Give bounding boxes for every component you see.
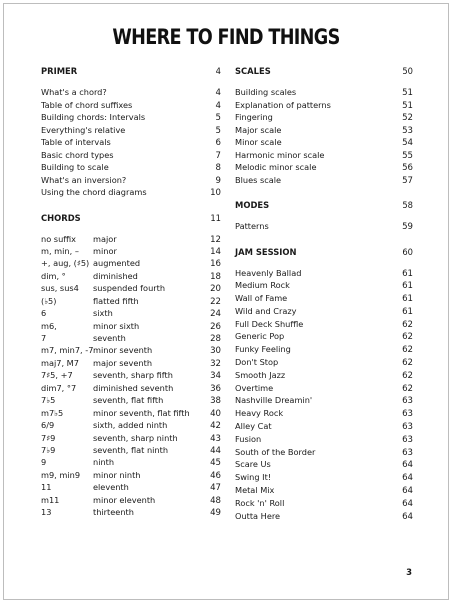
chord-symbol: 6/9	[41, 420, 55, 431]
entry-page: 57	[402, 175, 413, 186]
primer-entry	[41, 124, 221, 137]
chord-symbol: m7, min7, -7	[41, 345, 94, 356]
entry-page: 53	[402, 125, 413, 136]
chord-name: seventh, flat fifth	[93, 395, 164, 406]
chord-page: 42	[210, 421, 221, 432]
chord-entry	[41, 332, 221, 344]
entry-label: Using the chord diagrams	[41, 187, 147, 197]
chord-name: suspended fourth	[93, 283, 166, 294]
chord-page: 32	[210, 358, 221, 369]
chord-name: sixth	[93, 308, 113, 319]
entry-page: 52	[402, 113, 413, 123]
scales-section	[235, 66, 413, 186]
entry-label: Everything's relative	[41, 124, 126, 135]
page-title: WHERE TO FIND THINGS	[112, 25, 340, 49]
primer-entry	[41, 161, 221, 174]
primer-heading	[41, 66, 221, 80]
chord-page: 30	[210, 346, 221, 357]
entry-label: Alley Cat	[235, 421, 272, 432]
entry-page: 54	[402, 138, 413, 148]
scales-entry	[235, 124, 413, 137]
chord-page: 18	[210, 271, 221, 282]
entry-page: 51	[402, 100, 413, 111]
chord-symbol: 11	[41, 482, 52, 493]
entry-label: Smooth Jazz	[235, 369, 286, 380]
scales-list	[235, 86, 413, 186]
modes-section	[235, 200, 413, 233]
chord-symbol: 7♭9	[41, 444, 56, 455]
primer-entry	[41, 186, 221, 199]
entry-label: Rock 'n' Roll	[235, 497, 285, 508]
entry-label: Generic Pop	[235, 331, 285, 342]
chord-page: 20	[210, 284, 221, 295]
chord-name: seventh, flat ninth	[93, 444, 169, 455]
chord-entry	[41, 257, 221, 269]
chord-entry	[41, 469, 221, 481]
chord-page: 43	[210, 433, 221, 444]
jam-session-heading	[235, 247, 413, 261]
entry-page: 61	[402, 281, 413, 292]
entry-page: 9	[215, 175, 221, 186]
scales-entry	[235, 111, 413, 124]
chord-entry	[41, 245, 221, 257]
entry-page: 59	[402, 222, 413, 232]
chord-entry	[41, 506, 221, 518]
primer-section	[41, 66, 221, 199]
entry-label: South of the Border	[235, 446, 316, 457]
section-page: 58	[402, 200, 413, 210]
entry-page: 4	[215, 100, 221, 111]
chord-entry	[41, 295, 221, 307]
modes-list	[235, 220, 413, 233]
chord-symbol: 6	[41, 308, 47, 319]
entry-label: Wall of Fame	[235, 293, 288, 304]
chord-name: major seventh	[93, 357, 153, 368]
entry-page: 7	[215, 150, 221, 161]
scales-entry	[235, 99, 413, 112]
scales-entry	[235, 149, 413, 162]
jam-session-entry	[235, 369, 413, 382]
entry-label: Harmonic minor scale	[235, 149, 325, 160]
entry-label: Building to scale	[41, 162, 109, 172]
primer-entry	[41, 149, 221, 162]
chord-page: 46	[210, 470, 221, 481]
entry-page: 63	[402, 447, 413, 458]
primer-entry	[41, 99, 221, 112]
entry-page: 63	[402, 422, 413, 433]
chord-name: minor seventh, flat fifth	[93, 407, 190, 418]
jam-session-entry	[235, 267, 413, 280]
modes-entry	[235, 220, 413, 233]
chord-symbol: m7♭5	[41, 407, 64, 418]
entry-label: Blues scale	[235, 174, 282, 185]
jam-session-entry	[235, 394, 413, 407]
section-title: PRIMER	[41, 66, 78, 76]
jam-session-entry	[235, 471, 413, 484]
chord-name: seventh, sharp ninth	[93, 432, 178, 443]
entry-page: 61	[402, 306, 413, 317]
chord-entry	[41, 407, 221, 419]
entry-label: Table of chord suffixes	[41, 99, 133, 110]
chord-symbol: dim, °	[41, 270, 66, 281]
entry-page: 4	[215, 88, 221, 98]
chord-entry	[41, 432, 221, 444]
chord-page: 26	[210, 321, 221, 332]
entry-label: Melodic minor scale	[235, 162, 317, 172]
entry-label: Funky Feeling	[235, 344, 291, 355]
entry-page: 63	[402, 434, 413, 445]
entry-page: 64	[402, 460, 413, 471]
chord-symbol: m, min, –	[41, 245, 79, 256]
chord-symbol: 13	[41, 507, 52, 518]
entry-label: Don't Stop	[235, 357, 279, 368]
entry-page: 62	[402, 332, 413, 343]
chord-entry	[41, 481, 221, 493]
entry-page: 64	[402, 498, 413, 509]
section-page: 4	[215, 66, 221, 76]
jam-session-entry	[235, 292, 413, 305]
entry-page: 62	[402, 358, 413, 369]
entry-page: 55	[402, 150, 413, 161]
jam-session-entry	[235, 510, 413, 523]
entry-label: Outta Here	[235, 510, 281, 521]
chord-symbol: no suffix	[41, 233, 77, 244]
entry-page: 63	[402, 409, 413, 420]
primer-list	[41, 86, 221, 199]
chord-symbol: m9, min9	[41, 469, 81, 480]
chord-name: diminished seventh	[93, 382, 174, 393]
chord-page: 44	[210, 445, 221, 456]
primer-entry	[41, 174, 221, 187]
chord-page: 47	[210, 483, 221, 494]
section-title: JAM SESSION	[235, 246, 297, 257]
jam-session-entry	[235, 407, 413, 420]
section-title: CHORDS	[41, 212, 81, 223]
entry-label: Full Deck Shuffle	[235, 318, 304, 329]
chord-entry	[41, 494, 221, 506]
modes-heading	[235, 200, 413, 214]
chord-name: minor eleventh	[93, 494, 156, 505]
chord-symbol: +, aug, (♯5)	[41, 258, 90, 269]
entry-page: 6	[215, 138, 221, 148]
chord-entry	[41, 382, 221, 394]
chord-name: sixth, added ninth	[93, 420, 168, 431]
jam-session-entry	[235, 446, 413, 459]
chords-heading	[41, 213, 221, 227]
entry-page: 63	[402, 396, 413, 407]
entry-label: Basic chord types	[41, 149, 114, 160]
chords-list	[41, 233, 221, 519]
jam-session-list	[235, 267, 413, 523]
chord-name: major	[93, 233, 117, 244]
chord-entry	[41, 270, 221, 282]
entry-page: 62	[402, 345, 413, 356]
entry-page: 62	[402, 370, 413, 381]
chord-entry	[41, 233, 221, 245]
section-title: SCALES	[235, 66, 271, 76]
entry-label: Swing It!	[235, 472, 272, 483]
section-title: MODES	[235, 200, 270, 210]
chords-section	[41, 213, 221, 519]
chord-page: 12	[210, 234, 221, 245]
chord-name: flatted fifth	[93, 295, 139, 306]
right-column	[235, 66, 413, 536]
page	[3, 3, 449, 600]
chord-page: 22	[210, 296, 221, 307]
chord-symbol: (♭5)	[41, 295, 57, 306]
chord-entry	[41, 357, 221, 369]
chord-name: thirteenth	[93, 507, 134, 518]
section-page: 60	[402, 246, 413, 257]
entry-page: 64	[402, 511, 413, 522]
chord-symbol: m11	[41, 494, 60, 505]
jam-session-section	[235, 247, 413, 523]
jam-session-entry	[235, 356, 413, 369]
entry-label: What's a chord?	[41, 87, 107, 97]
jam-session-entry	[235, 330, 413, 343]
entry-label: Major scale	[235, 124, 282, 135]
chord-name: minor sixth	[93, 320, 140, 331]
chord-name: augmented	[93, 258, 141, 269]
chord-entry	[41, 419, 221, 431]
chord-entry	[41, 394, 221, 406]
entry-label: Medium Rock	[235, 280, 290, 291]
chord-page: 45	[210, 458, 221, 469]
section-page: 11	[210, 212, 221, 223]
entry-label: Building chords: Intervals	[41, 112, 146, 122]
entry-label: Heavy Rock	[235, 408, 284, 419]
chord-page: 38	[210, 396, 221, 407]
chord-entry	[41, 344, 221, 356]
chord-entry	[41, 444, 221, 456]
scales-heading	[235, 66, 413, 80]
entry-page: 61	[402, 268, 413, 279]
jam-session-entry	[235, 305, 413, 318]
scales-entry	[235, 174, 413, 187]
chord-page: 48	[210, 495, 221, 506]
jam-session-entry	[235, 484, 413, 497]
entry-page: 51	[402, 88, 413, 98]
chord-page: 34	[210, 371, 221, 382]
jam-session-entry	[235, 382, 413, 395]
chord-page: 28	[210, 334, 221, 344]
jam-session-entry	[235, 420, 413, 433]
scales-entry	[235, 136, 413, 149]
chord-page: 36	[210, 383, 221, 394]
scales-entry	[235, 161, 413, 174]
chord-name: minor seventh	[93, 345, 153, 356]
primer-entry	[41, 86, 221, 99]
chord-name: ninth	[93, 457, 115, 468]
jam-session-entry	[235, 433, 413, 446]
entry-label: Patterns	[235, 221, 269, 231]
primer-entry	[41, 136, 221, 149]
chord-name: minor ninth	[93, 469, 141, 480]
entry-label: Metal Mix	[235, 485, 275, 496]
chord-entry	[41, 369, 221, 381]
entry-label: Building scales	[235, 87, 297, 97]
chord-name: eleventh	[93, 482, 129, 493]
chord-symbol: 7♭5	[41, 395, 56, 406]
section-page: 50	[402, 66, 413, 76]
entry-page: 62	[402, 383, 413, 394]
chord-name: seventh	[93, 333, 126, 343]
chord-symbol: 7♯5, +7	[41, 370, 73, 381]
entry-page: 5	[215, 125, 221, 136]
chord-symbol: m6,	[41, 320, 57, 331]
entry-label: Minor scale	[235, 137, 282, 147]
chord-name: minor	[93, 245, 117, 256]
entry-label: Table of intervals	[41, 137, 111, 147]
chord-entry	[41, 282, 221, 294]
chord-name: diminished	[93, 270, 138, 281]
entry-page: 8	[215, 163, 221, 173]
entry-page: 64	[402, 486, 413, 497]
chord-page: 14	[210, 246, 221, 257]
entry-label: Fusion	[235, 433, 262, 444]
page-number: 3	[406, 568, 412, 578]
entry-label: Nashville Dreamin'	[235, 395, 313, 406]
chord-symbol: maj7, M7	[41, 357, 79, 368]
chord-symbol: 7♯9	[41, 432, 56, 443]
entry-label: What's an inversion?	[41, 174, 127, 185]
entry-label: Overtime	[235, 382, 274, 393]
chord-symbol: 7	[41, 333, 47, 343]
entry-label: Wild and Crazy	[235, 305, 297, 316]
jam-session-entry	[235, 497, 413, 510]
entry-label: Heavenly Ballad	[235, 267, 302, 278]
entry-label: Fingering	[235, 112, 273, 122]
entry-label: Scare Us	[235, 459, 271, 470]
primer-entry	[41, 111, 221, 124]
chord-page: 24	[210, 309, 221, 320]
chord-symbol: dim7, °7	[41, 382, 77, 393]
entry-page: 10	[210, 188, 221, 198]
chord-entry	[41, 456, 221, 468]
chord-symbol: sus, sus4	[41, 283, 79, 294]
jam-session-entry	[235, 343, 413, 356]
entry-page: 56	[402, 163, 413, 173]
entry-page: 62	[402, 319, 413, 330]
entry-page: 61	[402, 294, 413, 305]
jam-session-entry	[235, 458, 413, 471]
jam-session-entry	[235, 279, 413, 292]
chord-symbol: 9	[41, 457, 47, 468]
entry-page: 5	[215, 113, 221, 123]
chord-page: 40	[210, 408, 221, 419]
entry-label: Explanation of patterns	[235, 99, 331, 110]
chord-entry	[41, 307, 221, 319]
scales-entry	[235, 86, 413, 99]
chord-page: 16	[210, 259, 221, 270]
left-column	[41, 66, 221, 533]
jam-session-entry	[235, 318, 413, 331]
chord-name: seventh, sharp fifth	[93, 370, 173, 381]
chord-page: 49	[210, 508, 221, 519]
entry-page: 64	[402, 473, 413, 484]
chord-entry	[41, 320, 221, 332]
